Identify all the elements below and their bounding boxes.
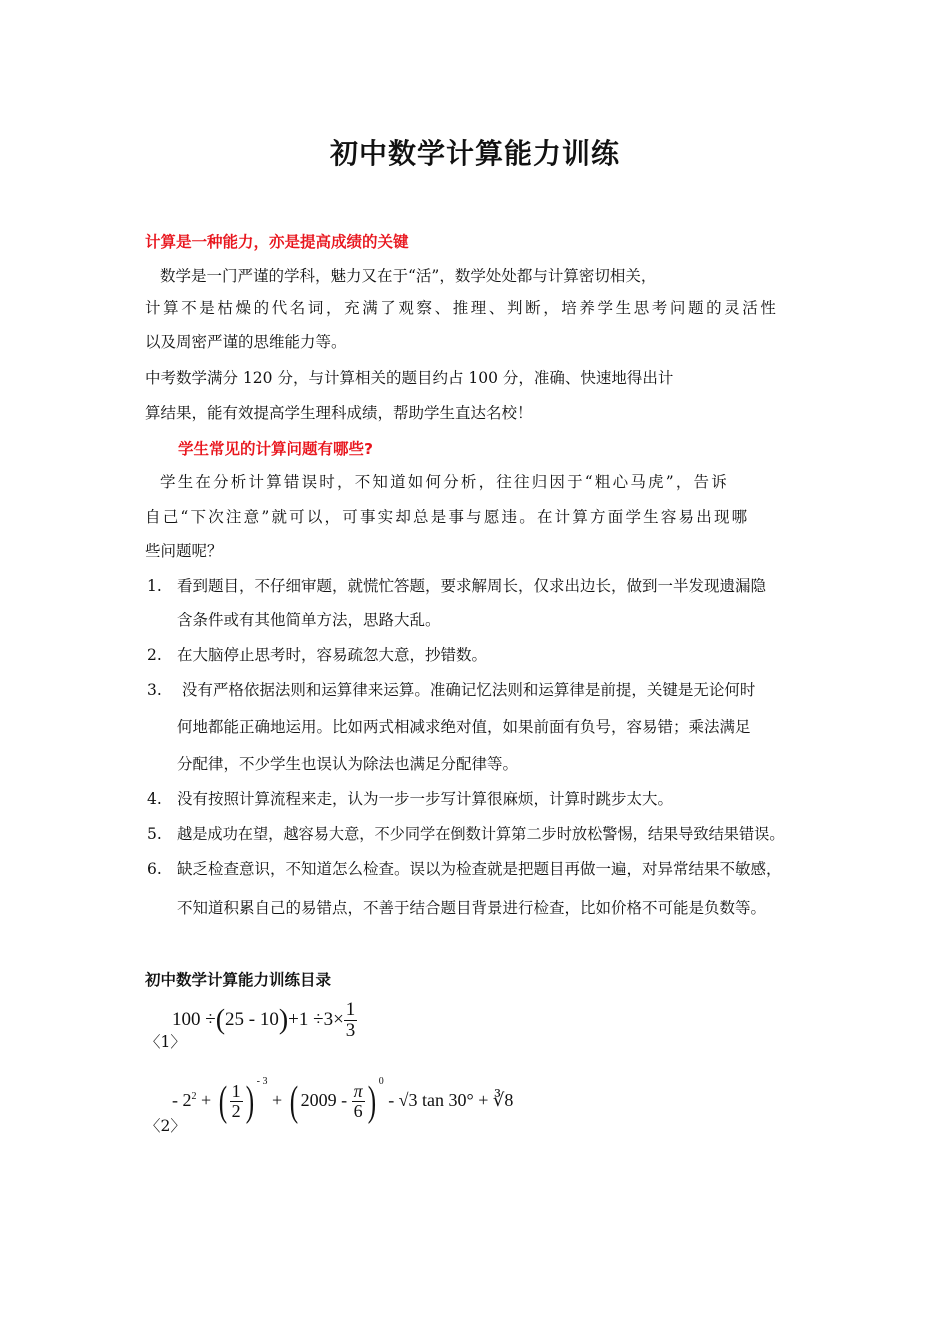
paragraph-line: 以及周密严谨的思维能力等。: [145, 333, 347, 351]
paragraph-line: 计算不是枯燥的代名词，充满了观察、推理、判断，培养学生思考问题的灵活性: [145, 299, 779, 317]
right-paren: ): [367, 1078, 376, 1125]
exponent: - 3: [256, 1076, 268, 1087]
left-paren: (: [215, 1004, 226, 1036]
exponent: 2: [191, 1091, 197, 1102]
toc-label-1: 〈1〉: [145, 1033, 186, 1051]
list-number: 5.: [147, 825, 162, 843]
fraction: [352, 1082, 365, 1121]
exponent: 0: [378, 1076, 384, 1087]
list-number: 1.: [147, 577, 162, 595]
numerator: 1: [231, 1081, 241, 1102]
eq-term: 100 ÷: [172, 1008, 216, 1030]
list-item-text: 越是成功在望，越容易大意，不少同学在倒数计算第二步时放松警惕，结果导致结果错误。: [177, 825, 785, 843]
list-item-text: 缺乏检查意识，不知道怎么检查。误以为检查就是把题目再做一遍，对异常结果不敏感，: [177, 860, 782, 878]
list-item-text: 没有严格依据法则和运算律来运算。准确记忆法则和运算律是前提，关键是无论何时: [177, 681, 756, 699]
list-number: 2.: [147, 646, 162, 664]
eq-term: - √3 tan 30° + ∛8: [388, 1090, 514, 1110]
list-item-continuation: 何地都能正确地运用。比如两式相减求绝对值，如果前面有负号，容易错；乘法满足: [177, 718, 751, 736]
left-paren: (: [289, 1078, 298, 1125]
toc-heading: 初中数学计算能力训练目录: [145, 971, 332, 989]
paragraph-line: 算结果，能有效提高学生理科成绩，帮助学生直达名校！: [145, 404, 533, 422]
denominator: 2: [231, 1101, 241, 1122]
list-item-text: 没有按照计算流程来走，认为一步一步写计算很麻烦，计算时跳步太大。: [177, 790, 674, 808]
numerator: 1: [345, 999, 356, 1020]
list-item: [147, 645, 487, 665]
list-item-continuation: 含条件或有其他简单方法，思路大乱。: [177, 611, 441, 629]
section-heading-common-problems: 学生常见的计算问题有哪些?: [178, 440, 373, 458]
list-number: 6.: [147, 860, 162, 878]
fraction: [344, 1000, 358, 1041]
list-item-continuation: 分配律，不少学生也误认为除法也满足分配律等。: [177, 755, 519, 773]
list-item-continuation: 不知道积累自己的易错点，不善于结合题目背景进行检查，比如价格不可能是负数等。: [177, 899, 767, 917]
list-item-text: 在大脑停止思考时，容易疏忽大意，抄错数。: [177, 646, 488, 664]
denominator: 6: [353, 1101, 363, 1122]
page-title: 初中数学计算能力训练: [329, 137, 620, 170]
eq-term: 25 - 10: [225, 1008, 279, 1030]
denominator: 3: [345, 1019, 356, 1041]
numerator: π: [353, 1081, 363, 1102]
list-item: [147, 859, 782, 879]
list-number: 4.: [147, 790, 162, 808]
eq-term: - 2: [172, 1090, 192, 1110]
paragraph-line: 学生在分析计算错误时，不知道如何分析，往往归因于“粗心马虎”，告诉: [160, 473, 729, 491]
paragraph-line: 中考数学满分 120 分，与计算相关的题目约占 100 分，准确、快速地得出计: [145, 369, 674, 387]
paragraph-line: 数学是一门严谨的学科，魅力又在于“活”，数学处处都与计算密切相关，: [160, 267, 657, 285]
toc-label-2: 〈2〉: [145, 1117, 186, 1135]
list-item: [147, 789, 673, 809]
eq-term: +: [201, 1090, 212, 1110]
list-item: [147, 680, 755, 700]
right-paren: ): [245, 1078, 254, 1125]
list-item: [147, 824, 785, 844]
paragraph-line: 些问题呢？: [145, 542, 223, 560]
eq-term: 2009 -: [300, 1090, 348, 1110]
section-heading-calculation-ability: 计算是一种能力，亦是提高成绩的关键: [145, 233, 409, 251]
equation-1: [172, 1000, 357, 1041]
right-paren: ): [278, 1004, 289, 1036]
equation-2: [172, 1076, 513, 1126]
list-item-text: 看到题目，不仔细审题，就慌忙答题，要求解周长，仅求出边长，做到一半发现遗漏隐: [177, 577, 767, 595]
list-number: 3.: [147, 681, 162, 699]
list-item: [147, 576, 766, 596]
left-paren: (: [218, 1078, 227, 1125]
fraction: [230, 1082, 243, 1121]
eq-term: +1 ÷3×: [288, 1008, 344, 1030]
eq-term: +: [272, 1090, 283, 1110]
paragraph-line: 自己“下次注意”就可以，可事实却总是事与愿违。在计算方面学生容易出现哪: [145, 508, 750, 526]
